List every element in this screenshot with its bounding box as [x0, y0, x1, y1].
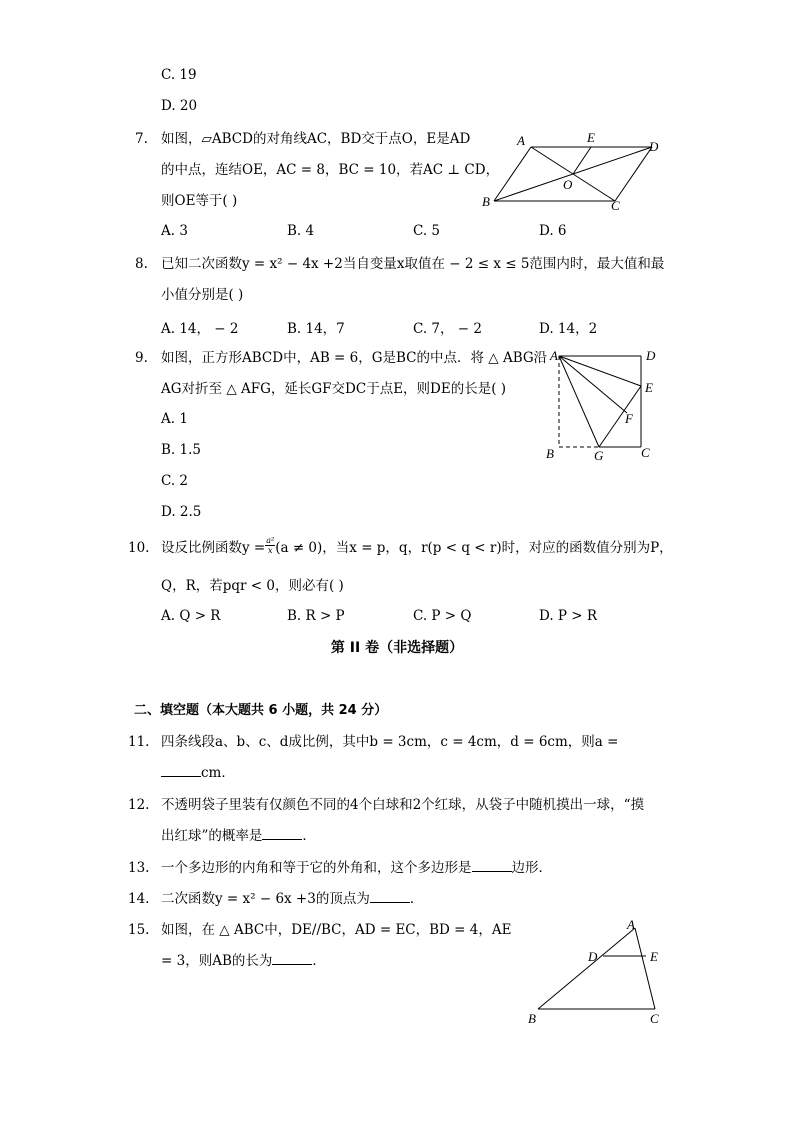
q8-option-d: D. 14，2 [539, 321, 598, 337]
q9-square-figure [540, 344, 670, 466]
q15-number: 15. [128, 922, 150, 938]
q11-number: 11. [128, 734, 150, 750]
q10-line1-b: (a ≠ 0)，当x = p，q，r(p < q < r)时，对应的函数值分别为P， [275, 540, 673, 556]
q10-number: 10. [128, 540, 150, 556]
q15-line2 [161, 952, 326, 970]
q7-option-c: C. 5 [413, 223, 441, 239]
q7-label-a: A [517, 133, 525, 148]
q14-answer-blank[interactable] [370, 890, 410, 903]
q8-option-a: A. 14， − 2 [161, 321, 239, 337]
q7-parallelogram-figure [475, 128, 665, 218]
q7-option-b: B. 4 [287, 223, 315, 239]
q9-line2: AG对折至 △ AFG，延长GF交DC于点E，则DE的长是( ) [161, 381, 507, 397]
part-2-heading: 二、填空题（本大题共 6 小题，共 24 分） [134, 703, 388, 718]
q10-line2: Q，R，若pqr < 0，则必有( ) [161, 578, 344, 594]
q7-line1: 如图，▱ABCD的对角线AC，BD交于点O，E是AD [161, 131, 471, 147]
q9-option-b: B. 1.5 [161, 442, 201, 458]
q7-option-d: D. 6 [539, 223, 567, 239]
q9-label-c: C [641, 445, 650, 460]
q15-suffix: ． [312, 953, 326, 969]
q7-label-e: E [587, 130, 595, 145]
q9-label-e: E [645, 380, 653, 395]
q14-prefix: 二次函数y = x² − 6x +3的顶点为 [161, 891, 370, 907]
q10-frac-bottom: x [267, 546, 273, 555]
q7-label-o: O [563, 177, 573, 192]
q12-answer-blank[interactable] [262, 827, 302, 840]
q10-fraction [265, 536, 275, 555]
q7-line3: 则OE等于( ) [161, 193, 238, 209]
q7-number: 7. [135, 131, 148, 147]
q12-line2 [161, 827, 316, 845]
q13-prefix: 一个多边形的内角和等于它的外角和，这个多边形是 [161, 860, 472, 876]
q10-option-c: C. P > Q [413, 608, 472, 624]
q15-label-d: D [588, 949, 598, 964]
q10-line1 [161, 536, 673, 558]
q9-option-d: D. 2.5 [161, 504, 202, 520]
q15-label-a: A [627, 917, 635, 932]
q6-option-d: D. 20 [161, 98, 198, 114]
q7-label-c: C [611, 198, 620, 213]
q8-number: 8. [135, 256, 148, 272]
q11-suffix: cm． [201, 765, 235, 781]
q8-option-b: B. 14，7 [287, 321, 345, 337]
q11-line2 [161, 764, 235, 782]
q15-answer-blank[interactable] [272, 952, 312, 965]
q15-label-e: E [650, 949, 658, 964]
q13-answer-blank[interactable] [472, 859, 512, 872]
q7-line2: 的中点，连结OE，AC = 8，BC = 10，若AC ⊥ CD， [161, 162, 500, 178]
q11-line1: 四条线段a、b、c、d成比例，其中b = 3cm，c = 4cm，d = 6cm，则a = [161, 734, 619, 750]
q12-line1: 不透明袋子里装有仅颜色不同的4个白球和2个红球，从袋子中随机摸出一球，“摸 [161, 797, 645, 813]
q14-number: 14. [128, 891, 150, 907]
q8-line1: 已知二次函数y = x² − 4x +2当自变量x取值在 − 2 ≤ x ≤ 5范围内时，最大值和最 [161, 256, 665, 272]
q15-label-c: C [650, 1011, 659, 1026]
q10-option-a: A. Q > R [161, 608, 221, 624]
q11-answer-blank[interactable] [161, 764, 201, 777]
q9-line1: 如图，正方形ABCD中，AB = 6，G是BC的中点．将 △ ABG沿 [161, 350, 548, 366]
q10-line1-a: 设反比例函数y = [161, 540, 266, 556]
q14-line [161, 890, 423, 908]
q10-option-d: D. P > R [539, 608, 598, 624]
q15-triangle-figure [522, 915, 672, 1030]
q10-frac-top: a² [266, 536, 275, 545]
q12-suffix: ． [302, 828, 316, 844]
q15-label-b: B [528, 1011, 536, 1026]
q9-label-g: G [594, 448, 604, 463]
q9-label-f: F [625, 411, 633, 426]
q9-label-a: A [550, 348, 558, 363]
q6-option-c: C. 19 [161, 67, 197, 83]
q9-label-d: D [646, 348, 656, 363]
q9-number: 9. [135, 350, 148, 366]
q13-number: 13. [128, 860, 150, 876]
q7-label-d: D [649, 139, 659, 154]
q15-line1: 如图，在 △ ABC中，DE//BC，AD = EC，BD = 4，AE [161, 922, 512, 938]
q7-option-a: A. 3 [161, 223, 188, 239]
q13-line [161, 859, 552, 877]
q12-number: 12. [128, 797, 150, 813]
q8-line2: 小值分别是( ) [161, 287, 244, 303]
section-2-title: 第 II 卷（非选择题） [330, 640, 464, 656]
q9-option-c: C. 2 [161, 473, 189, 489]
q10-option-b: B. R > P [287, 608, 345, 624]
q7-label-b: B [482, 194, 490, 209]
q9-option-a: A. 1 [161, 411, 188, 427]
q9-label-b: B [546, 446, 554, 461]
q13-suffix: 边形． [511, 860, 552, 876]
q8-option-c: C. 7， − 2 [413, 321, 483, 337]
q15-prefix: = 3，则AB的长为 [161, 953, 273, 969]
q12-prefix: 出红球”的概率是 [161, 828, 263, 844]
q14-suffix: ． [409, 891, 424, 907]
